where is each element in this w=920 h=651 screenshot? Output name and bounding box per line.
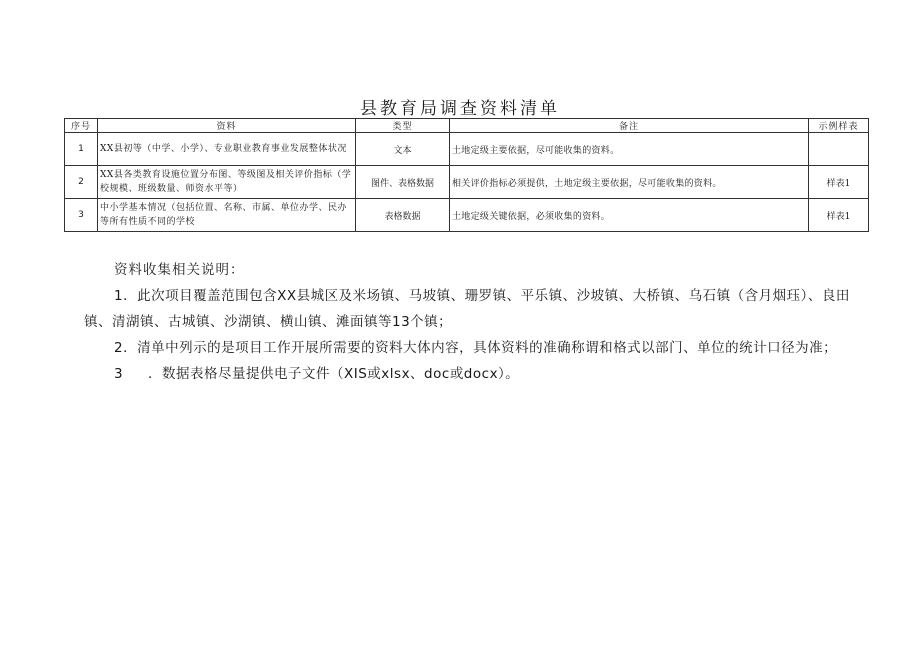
row-no: 2 (65, 166, 98, 199)
materials-table (64, 118, 869, 232)
row-type: 图件、表格数据 (356, 166, 450, 199)
note-item-3-text: ．数据表格尽量提供电子文件（XIS或xlsx、doc或docx）。 (148, 366, 520, 382)
row-material: XX县初等（中学、小学）、专业职业教育事业发展整体状况 (98, 133, 356, 166)
collection-notes (84, 257, 874, 387)
notes-heading: 资料收集相关说明： (114, 262, 245, 278)
header-no: 序号 (65, 119, 98, 133)
row-material: XX县各类教育设施位置分布图、等级图及相关评价指标（学校规模、班级数量、师资水平等） (98, 166, 356, 199)
row-note: 土地定级关键依据，必须收集的资料。 (450, 199, 809, 232)
row-no: 1 (65, 133, 98, 166)
table-row (65, 133, 869, 166)
table-header-row (65, 119, 869, 133)
row-sample (809, 133, 869, 166)
note-item-3 (84, 361, 874, 387)
row-no: 3 (65, 199, 98, 232)
row-sample: 样表1 (809, 166, 869, 199)
note-item-1: 1．此次项目覆盖范围包含XX县城区及米场镇、马坡镇、珊罗镇、平乐镇、沙坡镇、大桥镇、乌石镇（含月烟珏）、良田镇、清湖镇、古城镇、沙湖镇、横山镇、滩面镇等13个镇； (84, 288, 850, 330)
note-item-3-number: 3 (114, 366, 124, 382)
table-row (65, 166, 869, 199)
document-title: 县教育局调查资料清单 (360, 99, 560, 119)
header-note: 备注 (450, 119, 809, 133)
row-note: 相关评价指标必须提供，土地定级主要依据，尽可能收集的资料。 (450, 166, 809, 199)
table-row (65, 199, 869, 232)
row-type: 表格数据 (356, 199, 450, 232)
note-item-2: 2．清单中列示的是项目工作开展所需要的资料大体内容，具体资料的准确称谓和格式以部门、单位的统计口径为准； (114, 340, 838, 356)
header-material: 资料 (98, 119, 356, 133)
header-type: 类型 (356, 119, 450, 133)
header-sample: 示例样表 (809, 119, 869, 133)
row-type: 文本 (356, 133, 450, 166)
row-sample: 样表1 (809, 199, 869, 232)
row-material: 中小学基本情况（包括位置、名称、市属、单位办学、民办等所有性质不同的学校 (98, 199, 356, 232)
row-note: 土地定级主要依据，尽可能收集的资料。 (450, 133, 809, 166)
